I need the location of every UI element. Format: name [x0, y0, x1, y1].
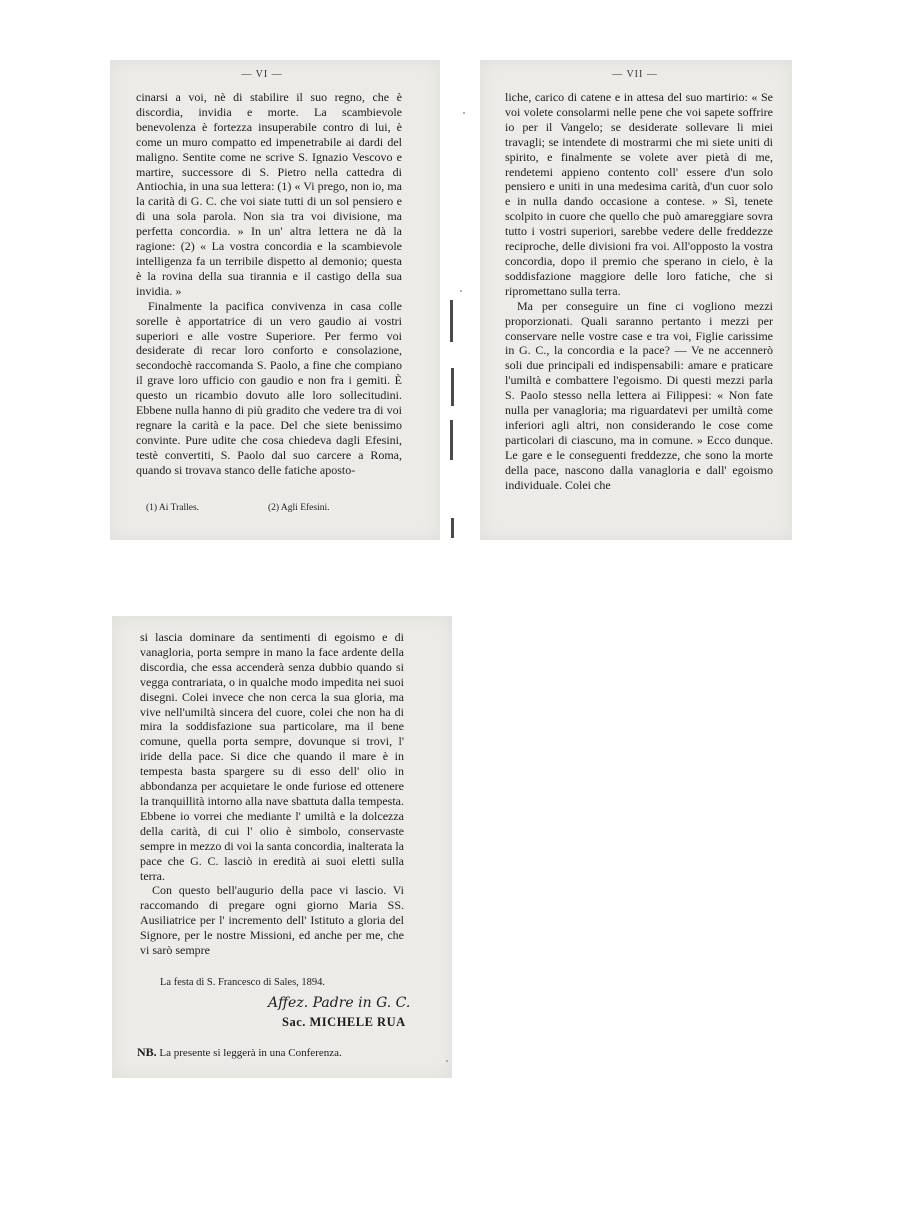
nota-bene [137, 1045, 342, 1060]
page-number-vii: — VII — [612, 69, 658, 80]
right-page-text [505, 90, 773, 492]
paragraph: si lascia dominare da sentimenti di egoismo e di vanagloria, porta sempre in mano la face ardente della discordia, che essa accenderà senza dubbio quando si vegga contrariata, o in qualche modo impedita nei suoi disegni. Colei invece che non cerca la sua gloria, ma vive nell'umiltà sincera del cuore, colei che non ha di mira la soddisfazione sua particolare, ma il bene comune, quella porta sempre, dovunque si trovi, l' iride della pace. Si dice che quando il mare è in tempesta basta spargere su di esso dell' olio in abbondanza per acquietare le onde furiose ed ottenere la tranquillità intorno alla nave sbattuta dalla tempesta. Ebbene io vorrei che mediante l' umiltà e la dolcezza della carità, di cui l' olio è simbolo, conservaste sempre in mezzo di voi la santa concordia, inalterata la pace che G. C. lasciò in eredità ai suoi eletti sulla terra. [140, 630, 404, 883]
nb-text: La presente si leggerà in una Conferenza. [156, 1047, 342, 1059]
scan-speck [446, 1060, 448, 1062]
paragraph: Con questo bell'augurio della pace vi lascio. Vi raccomando di pregare ogni giorno Maria SS. Ausiliatrice per l' incremento dell' Istituto a gloria del Signore, per le nostre Missioni, ed anche per me, che vi sarò sempre [140, 883, 404, 958]
paragraph: Ma per conseguire un fine ci vogliono mezzi proporzionati. Quali saranno pertanto i mezzi per conservare nelle vostre case e tra voi, Figlie carissime in G. C., la concordia e la pace? — Ve ne accennerò soli due principali ed indispensabili: amare e praticare l'umiltà e combattere l'egoismo. Di questi mezzi parla S. Paolo stesso nella lettera ai Filippesi: « Non fate nulla per vanagloria; ma riguardatevi per umiltà come inferiori agli altri, non considerando le cose come particolari di ciascuno, ma in comune. » Ecco dunque. Le gare e le conseguenti freddezze, che sono la morte della pace, nascono dalla vanagloria e dall' egoismo individuale. Colei che [505, 298, 773, 492]
third-page-text [140, 630, 404, 958]
left-page-text [136, 90, 402, 478]
binding-mark [451, 518, 454, 538]
nb-label: NB. [137, 1045, 157, 1059]
footnote-2: (2) Agli Efesini. [268, 503, 330, 513]
binding-mark [450, 300, 453, 342]
footnote-1: (1) Ai Tralles. [146, 503, 200, 513]
closing-salutation: Affez. Padre in G. C. [268, 995, 411, 1011]
date-line: La festa di S. Francesco di Sales, 1894. [160, 977, 326, 988]
page-number-vi: — VI — [241, 69, 283, 80]
scan-speck [463, 112, 465, 114]
scan-speck [460, 290, 462, 292]
binding-mark [450, 420, 453, 460]
paragraph: Finalmente la pacifica convivenza in casa colle sorelle è apportatrice di un vero gaudio ai vostri superiori e alle vostre Superiore. Per fermo voi desiderate di recar loro conforto e consolazione, secondochè raccomanda S. Paolo, a fine che compiano il grave loro ufficio con gaudio e non fra i gemiti. È questo un ricambio dovuto alle loro sollecitudini. Ebbene nulla hanno di più gradito che vedere tra di voi regnare la carità e la pace. Del che siete benissimo convinte. Pure udite che cosa chiedeva dagli Efesini, testè convertiti, S. Paolo dal suo carcere a Roma, quando si trovava stanco delle fatiche aposto- [136, 298, 402, 477]
binding-mark [451, 368, 454, 406]
signature: Sac. MICHELE RUA [282, 1015, 406, 1029]
paragraph: cinarsi a voi, nè di stabilire il suo regno, che è discordia, invidia e morte. La scambievole benevolenza è fortezza insuperabile contro di lui, è come un muro compatto ed impenetrabile ai dardi del maligno. Sentite come ne scrive S. Ignazio Vescovo e martire, successore di S. Pietro nella cattedra di Antiochia, in una sua lettera: (1) « Vi prego, non io, ma la carità di G. C. che voi siate tutti di un sol pensiero e di una sola parola. Non sia tra voi divisione, ma perfetta concordia. » In un' altra lettera ne dà la ragione: (2) « La vostra concordia e la scambievole intelligenza fa un terribile dispetto al demonio; questa è la rovina della sua tirannia e il castigo della sua invidia. » [136, 90, 402, 298]
paragraph: liche, carico di catene e in attesa del suo martirio: « Se voi volete consolarmi nelle pene che voi sapete soffrire io per il Vangelo; se desiderate sollevare li miei travagli; se intendete di mostrarmi che mi siete uniti di spirito, e finalmente se volete aver pietà di me, rendetemi appieno contento coll' essere d'un solo pensiero e uniti in una medesima carità, d'un cuor solo e in nulla dando occasione a contese. » Sì, tenete scolpito in cuore che quello che può amareggiare sovra tutto i vostri superiori, sarebbe vedere delle freddezze reciproche, delle divisioni fra voi. All'opposto la vostra concordia, dopo il premio che sperano in cielo, è la soddisfazione maggiore delle loro fatiche, che si ripromettano sulla terra. [505, 90, 773, 298]
